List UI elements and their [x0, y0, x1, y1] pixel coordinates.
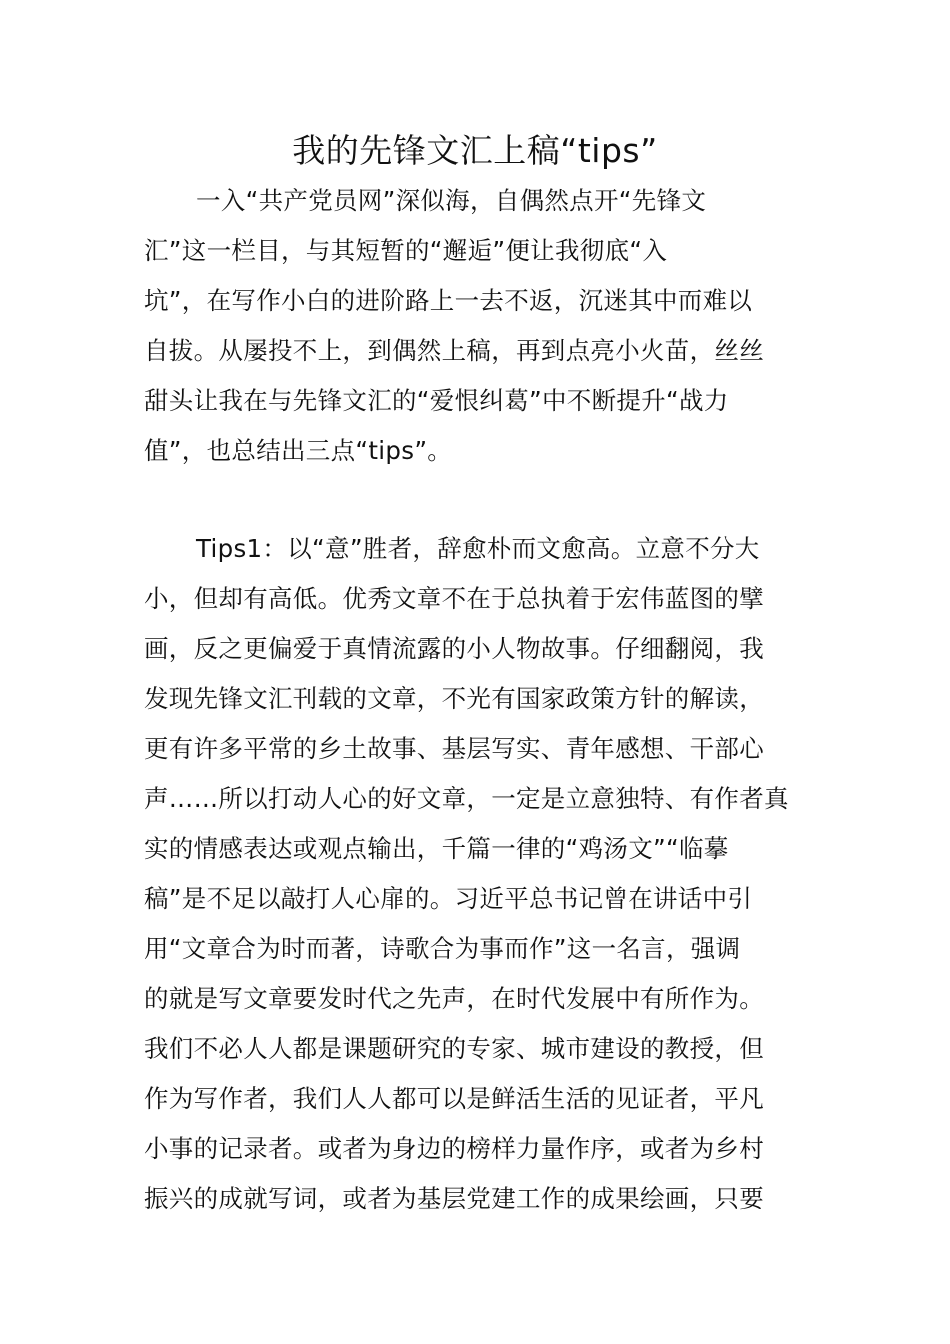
text-line: 小，但却有高低。优秀文章不在于总执着于宏伟蓝图的擘: [144, 584, 764, 613]
text-line: 甜头让我在与先锋文汇的“爱恨纠葛”中不断提升“战力: [144, 386, 729, 415]
text-line: 稿”是不足以敲打人心扉的。习近平总书记曾在讲话中引: [144, 884, 753, 913]
text-line: 一入“共产党员网”深似海，自偶然点开“先锋文: [196, 186, 707, 215]
text-line: 值”，也总结出三点“tips”。: [144, 436, 453, 465]
text-line: 小事的记录者。或者为身边的榜样力量作序，或者为乡村: [144, 1134, 764, 1163]
text-line: 声……所以打动人心的好文章，一定是立意独特、有作者真: [144, 784, 789, 813]
text-line: 的就是写文章要发时代之先声，在时代发展中有所作为。: [144, 984, 764, 1013]
text-line: 画，反之更偏爱于真情流露的小人物故事。仔细翻阅，我: [144, 634, 764, 663]
text-line: 用“文章合为时而著，诗歌合为事而作”这一名言，强调: [144, 934, 741, 963]
document-title: 我的先锋文汇上稿“tips”: [292, 131, 658, 170]
text-line: 自拔。从屡投不上，到偶然上稿，再到点亮小火苗，丝丝: [144, 336, 764, 365]
text-line: 发现先锋文汇刊载的文章，不光有国家政策方针的解读，: [144, 684, 764, 713]
text-line: 更有许多平常的乡土故事、基层写实、青年感想、干部心: [144, 734, 764, 763]
text-line: Tips1：以“意”胜者，辞愈朴而文愈高。立意不分大: [196, 534, 760, 563]
paragraph-intro: [144, 182, 824, 482]
text-line: 振兴的成就写词，或者为基层党建工作的成果绘画，只要: [144, 1184, 764, 1213]
text-line: 坑”，在写作小白的进阶路上一去不返，沉迷其中而难以: [144, 286, 753, 315]
text-line: 我们不必人人都是课题研究的专家、城市建设的教授，但: [144, 1034, 764, 1063]
text-line: 实的情感表达或观点输出，千篇一律的“鸡汤文”“临摹: [144, 834, 729, 863]
paragraph-tips1: [144, 530, 824, 1230]
text-line: 作为写作者，我们人人都可以是鲜活生活的见证者，平凡: [144, 1084, 764, 1113]
text-line: 汇”这一栏目，与其短暂的“邂逅”便让我彻底“入: [144, 236, 668, 265]
